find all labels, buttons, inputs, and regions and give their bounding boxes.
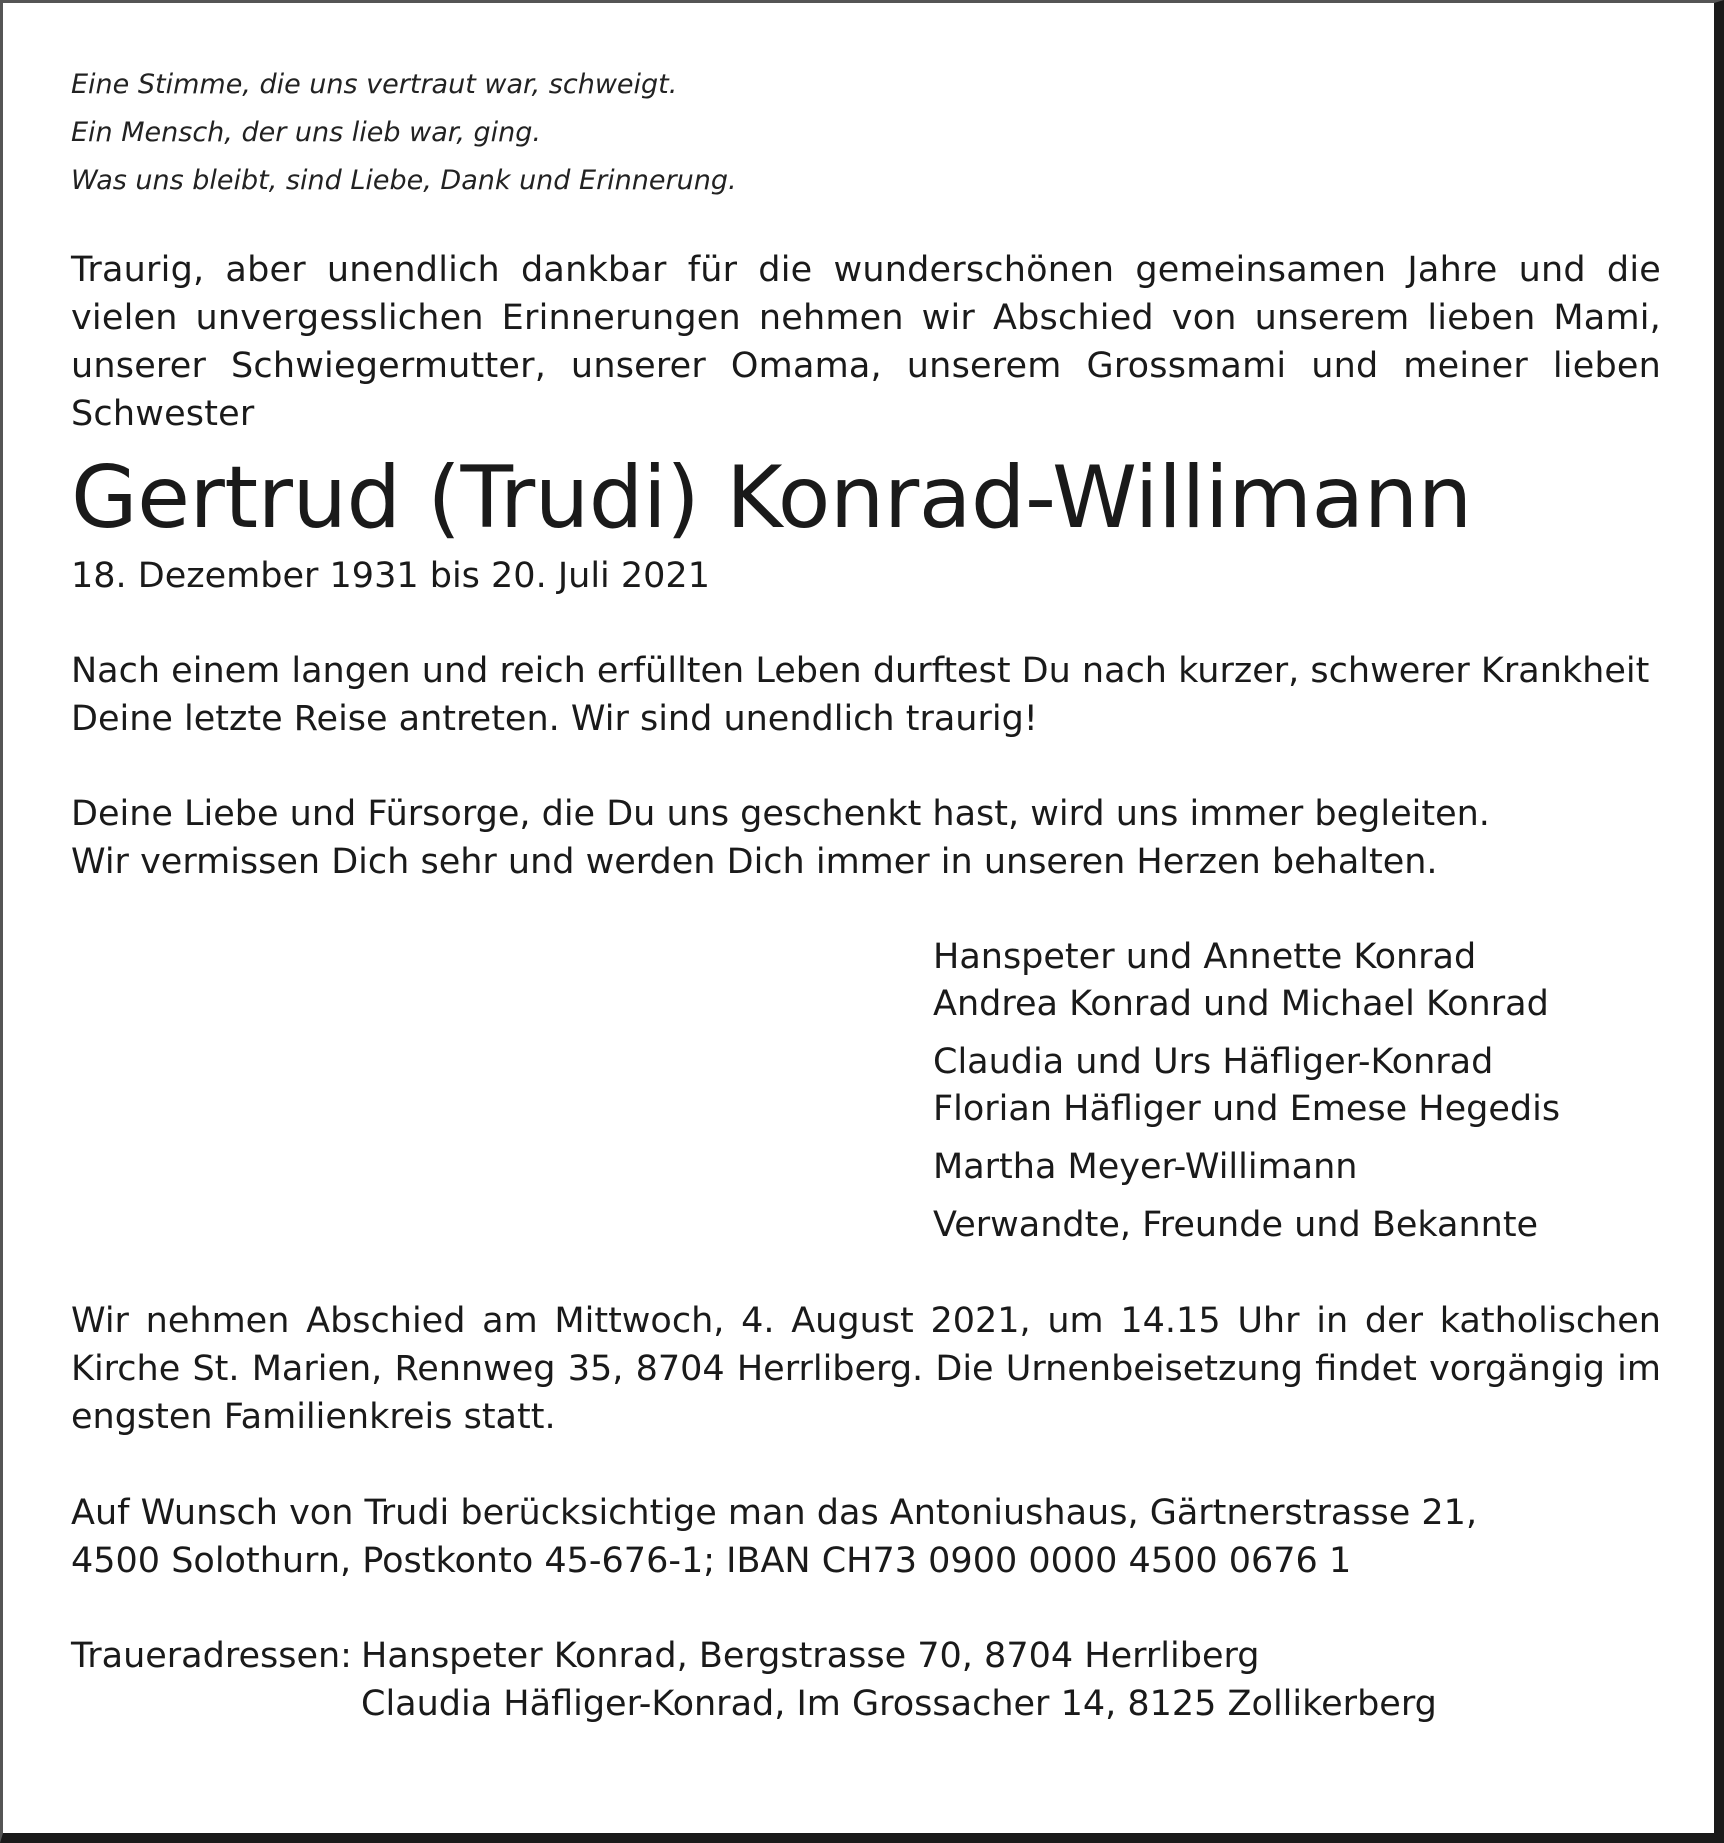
- mourner-name: Verwandte, Freunde und Bekannte: [933, 1205, 1539, 1245]
- paragraph-line: Deine Liebe und Fürsorge, die Du uns geschenkt hast, wird uns immer begleiten.: [71, 794, 1490, 834]
- mourner-name: Claudia und Urs Häfliger-Konrad: [933, 1042, 1494, 1082]
- address-row: [71, 1632, 1661, 1680]
- address-line: Hanspeter Konrad, Bergstrasse 70, 8704 Herrliberg: [361, 1636, 1260, 1676]
- life-dates: 18. Dezember 1931 bis 20. Juli 2021: [71, 556, 710, 596]
- poem-line: Ein Mensch, der uns lieb war, ging.: [71, 117, 541, 148]
- poem-line: Eine Stimme, die uns vertraut war, schweigt.: [71, 69, 678, 100]
- farewell-paragraph: [71, 647, 1661, 743]
- address-row: [71, 1680, 1661, 1728]
- service-details: Wir nehmen Abschied am Mittwoch, 4. August 2021, um 14.15 Uhr in der katholischen Kirche St. Marien, Rennweg 35, 8704 Herrliberg. Die Urnenbeisetzung findet vorgängig im engsten Familienkreis statt.: [71, 1301, 1661, 1437]
- paragraph-line: Nach einem langen und reich erfüllten Leben durftest Du nach kurzer, schwerer Krankheit: [71, 651, 1650, 691]
- donation-line: 4500 Solothurn, Postkonto 45-676-1; IBAN CH73 0900 0000 4500 0676 1: [71, 1541, 1352, 1581]
- mourning-addresses: [71, 1632, 1661, 1728]
- mourner-group: [933, 1202, 1661, 1249]
- address-label: Traueradressen:: [71, 1636, 352, 1676]
- donation-line: Auf Wunsch von Trudi berücksichtige man das Antoniushaus, Gärtnerstrasse 21,: [71, 1493, 1478, 1533]
- donation-note: [71, 1489, 1661, 1585]
- paragraph-line: Deine letzte Reise antreten. Wir sind unendlich traurig!: [71, 699, 1038, 739]
- mourner-group: [933, 1039, 1661, 1133]
- poem-line: Was uns bleibt, sind Liebe, Dank und Erinnerung.: [71, 165, 737, 196]
- mourner-name: Florian Häfliger und Emese Hegedis: [933, 1089, 1561, 1129]
- memory-paragraph: [71, 790, 1661, 886]
- mourners-list: [933, 934, 1661, 1249]
- poem: [71, 61, 1661, 205]
- mourner-group: [933, 934, 1661, 1028]
- address-line: Claudia Häfliger-Konrad, Im Grossacher 14, 8125 Zollikerberg: [361, 1684, 1437, 1724]
- paragraph-line: Wir vermissen Dich sehr und werden Dich immer in unseren Herzen behalten.: [71, 842, 1438, 882]
- intro-text: Traurig, aber unendlich dankbar für die wunderschönen gemeinsamen Jahre und die vielen unvergesslichen Erinnerungen nehmen wir Abschied von unserem lieben Mami, unserer Schwiegermutter, unserer Omama, unserem Grossmami und meiner lieben Schwester: [71, 250, 1661, 434]
- mourner-group: [933, 1144, 1661, 1191]
- deceased-name: Gertrud (Trudi) Konrad-Willimann: [71, 448, 1472, 548]
- mourner-name: Hanspeter und Annette Konrad: [933, 937, 1477, 977]
- mourner-name: Andrea Konrad und Michael Konrad: [933, 984, 1549, 1024]
- mourner-name: Martha Meyer-Willimann: [933, 1147, 1358, 1187]
- obituary-content: [71, 61, 1661, 1728]
